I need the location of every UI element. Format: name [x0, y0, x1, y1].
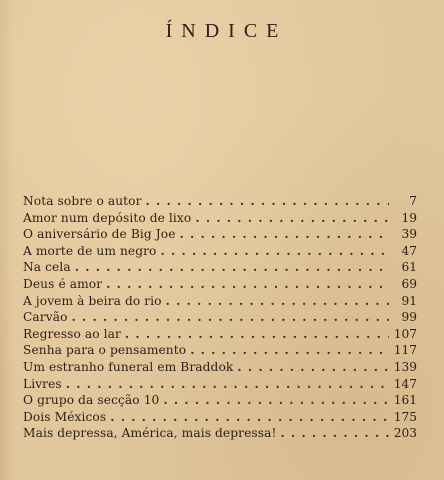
- toc-entry-title: Nota sobre o autor: [23, 194, 142, 208]
- toc-entry-title: A morte de um negro: [23, 243, 157, 258]
- toc-entry-page: 47: [401, 243, 417, 258]
- toc-entry: [23, 210, 417, 227]
- dot-leader: [176, 226, 389, 243]
- dot-leader: [62, 376, 389, 393]
- toc-entry-title: A jovem à beira do rio: [23, 293, 162, 308]
- toc-entry-page: 161: [393, 393, 417, 408]
- dot-leader: [233, 359, 389, 376]
- toc-entry: [23, 392, 417, 409]
- toc-entry-page: 61: [401, 260, 417, 275]
- toc-entry: [23, 276, 417, 293]
- toc-entry-title: Um estranho funeral em Braddok: [23, 359, 234, 374]
- toc-entry-page: 147: [393, 376, 417, 391]
- toc-entry: [23, 326, 417, 343]
- toc-entry: [23, 376, 417, 393]
- toc-entry: [23, 259, 417, 276]
- toc-entry: [23, 309, 417, 326]
- page-title: ÍNDICE: [165, 20, 288, 42]
- toc-entry-page: 7: [409, 194, 417, 208]
- toc-entry-page: 69: [401, 276, 417, 291]
- toc-entry: [23, 342, 417, 359]
- dot-leader: [71, 259, 389, 276]
- dot-leader: [191, 210, 389, 227]
- toc-entry-title: Na cela: [23, 260, 71, 275]
- toc-entry-title: Senha para o pensamento: [23, 343, 187, 358]
- toc-entry-page: 19: [401, 210, 417, 225]
- toc-entry-title: Dois Méxicos: [23, 409, 107, 424]
- toc-entry: [23, 193, 417, 210]
- toc-entry-page: 139: [393, 359, 417, 374]
- dot-leader: [142, 193, 389, 210]
- toc-entry-page: 203: [393, 426, 417, 441]
- toc-entry: [23, 425, 417, 442]
- dot-leader: [68, 309, 389, 326]
- toc-entry-page: 175: [393, 409, 417, 424]
- dot-leader: [276, 425, 389, 442]
- toc-entry-title: O aniversário de Big Joe: [23, 227, 176, 242]
- toc-entry-page: 107: [393, 326, 417, 341]
- toc-entry: [23, 409, 417, 426]
- dot-leader: [106, 409, 389, 426]
- dot-leader: [186, 342, 389, 359]
- toc-entry: [23, 243, 417, 260]
- toc-entry-title: O grupo da secção 10: [23, 393, 160, 408]
- toc-entry-title: Mais depressa, América, mais depressa!: [23, 426, 277, 441]
- toc-entry-title: Deus é amor: [23, 276, 103, 291]
- dot-leader: [156, 243, 389, 260]
- toc-entry-title: Regresso ao lar: [23, 326, 121, 341]
- table-of-contents: [23, 193, 417, 442]
- toc-entry-title: Amor num depósito de lixo: [23, 210, 192, 225]
- toc-entry: [23, 226, 417, 243]
- toc-entry-page: 91: [401, 293, 417, 308]
- toc-entry-title: Carvão: [23, 310, 68, 325]
- toc-entry-page: 39: [401, 227, 417, 242]
- toc-entry-page: 117: [393, 343, 417, 358]
- dot-leader: [121, 326, 389, 343]
- dot-leader: [162, 293, 389, 310]
- dot-leader: [159, 392, 389, 409]
- dot-leader: [102, 276, 389, 293]
- toc-entry-title: Livres: [23, 376, 62, 391]
- toc-entry: [23, 293, 417, 310]
- toc-entry-page: 99: [401, 310, 417, 325]
- toc-entry: [23, 359, 417, 376]
